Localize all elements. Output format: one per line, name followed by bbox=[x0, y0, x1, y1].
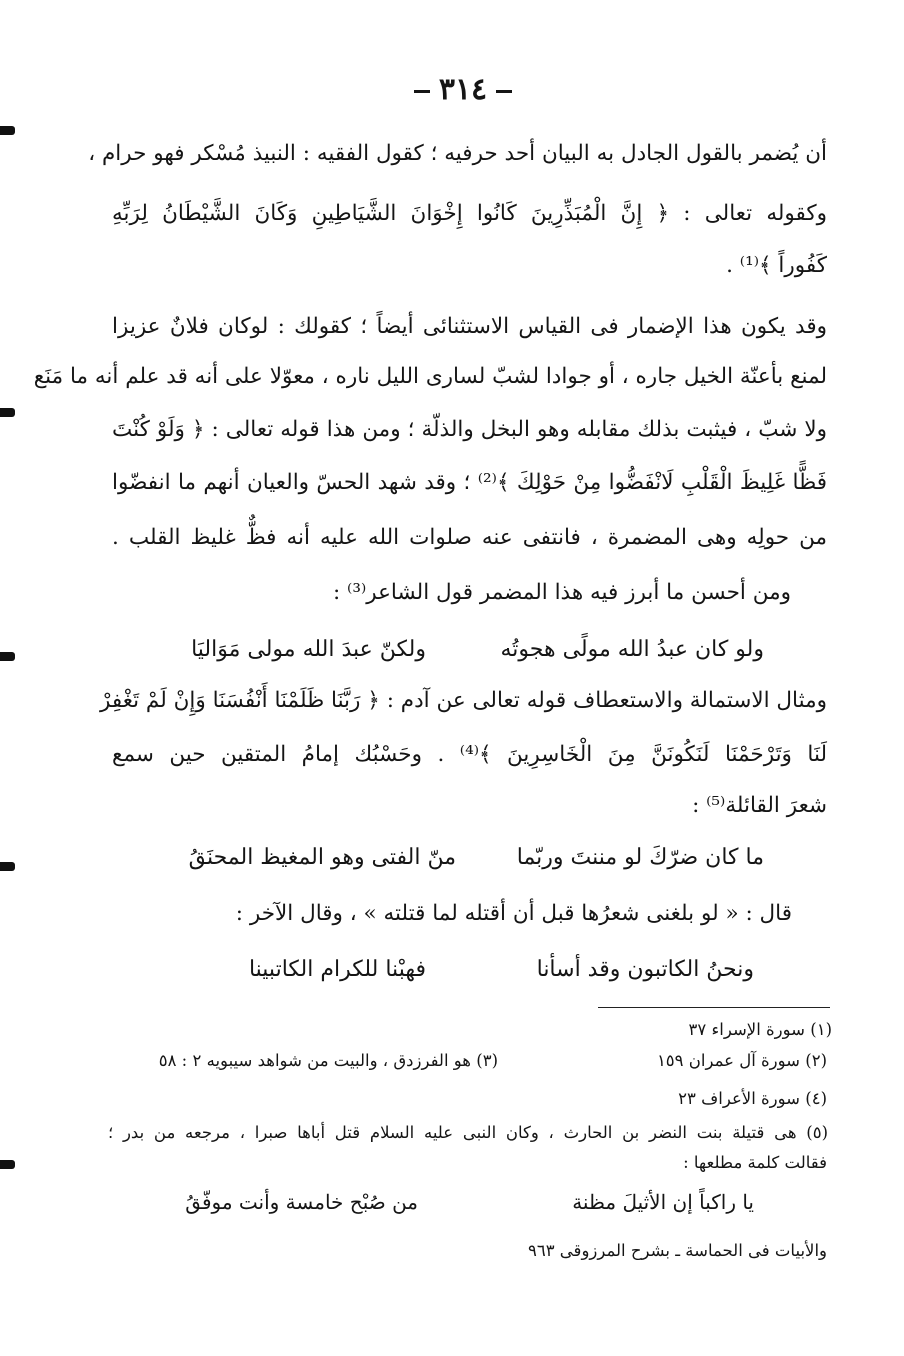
verse-first-hemistich: ونحنُ الكاتبون وقد أسأنا bbox=[536, 957, 754, 982]
verse-second-hemistich: منّ الفتى وهو المغيظ المحنَقُ bbox=[188, 845, 456, 870]
body-line: من حولِه وهى المضمرة ، فانتفى عنه صلوات الله عليه أنه فظٌّ غليظ القلب . bbox=[112, 525, 827, 550]
footnote: فقالت كلمة مطلعها : bbox=[683, 1153, 827, 1172]
body-line: لمنع بأعنّة الخيل جاره ، أو جوادا لشبّ لسارى الليل ناره ، معوّلا على أنه قد علم أنه ما مَنَع bbox=[33, 364, 827, 389]
body-line-quran: ومثال الاستمالة والاستعطاف قوله تعالى عن آدم : ﴿ رَبَّنَا ظَلَمْنَا أَنْفُسَنَا وَإِنْ لَمْ تَغْفِرْ bbox=[100, 688, 827, 713]
page-number: ٣١٤ bbox=[404, 72, 522, 108]
body-line: أن يُضمر بالقول الجادل به البيان أحد حرفيه ؛ كقول الفقيه : النبيذ مُسْكر فهو حرام ، bbox=[88, 141, 827, 166]
body-line: قال : « لو بلغنى شعرُها قبل أن أقتله لما قتلته » ، وقال الآخر : bbox=[235, 901, 792, 926]
verse-first-hemistich: ولو كان عبدُ الله مولًى هجوتُه bbox=[500, 637, 764, 662]
body-line: ولا شبّ ، فيثبت بذلك مقابله وهو البخل والذلّة ؛ ومن هذا قوله تعالى : ﴿ وَلَوْ كُنْتَ bbox=[112, 417, 827, 442]
verse-second-hemistich: فهبْنا للكرام الكاتبينا bbox=[248, 957, 426, 982]
footnote-verse bbox=[0, 1184, 904, 1224]
body-line: وقد يكون هذا الإضمار فى القياس الاستثنائى أيضاً ؛ كقولك : لوكان فلانٌ عزيزا bbox=[112, 314, 827, 339]
footnote: (٣) هو الفرزدق ، والبيت من شواهد سيبويه ٢ : ٥٨ bbox=[158, 1051, 498, 1070]
verse-first-hemistich: يا راكباً إن الأثيلَ مظنة bbox=[572, 1190, 754, 1214]
verse-second-hemistich: من صُبْح خامسة وأنت موفّقُ bbox=[185, 1190, 418, 1214]
verse-second-hemistich: ولكنّ عبدَ الله مولى مَوَاليَا bbox=[191, 637, 426, 662]
body-line-quran: لَنَا وَتَرْحَمْنَا لَنَكُونَنَّ مِنَ الْخَاسِرِينَ ﴾⁽⁴⁾ . وحَسْبُك إمامُ المتقين حين سمع bbox=[112, 742, 828, 767]
body-line-quran: فَظًّا غَلِيظَ الْقَلْبِ لَانْفَضُّوا مِنْ حَوْلِكَ ﴾⁽²⁾ ؛ وقد شهد الحسّ والعيان أنهم ما انفضّوا bbox=[112, 470, 827, 495]
poetry-verse bbox=[0, 950, 904, 992]
footnote: (١) سورة الإسراء ٣٧ bbox=[688, 1020, 832, 1039]
scan-edge-mark bbox=[0, 126, 15, 135]
body-line: ومن أحسن ما أبرز فيه هذا المضمر قول الشاعر⁽³⁾ : bbox=[332, 580, 791, 605]
body-line: شعرَ القائلة⁽⁵⁾ : bbox=[692, 793, 827, 818]
footnote: والأبيات فى الحماسة ـ بشرح المرزوقى ٩٦٣ bbox=[527, 1241, 827, 1260]
footnote: (٤) سورة الأعراف ٢٣ bbox=[678, 1089, 827, 1108]
poetry-verse bbox=[0, 838, 904, 880]
body-line-quran: وكقوله تعالى : ﴿ إِنَّ الْمُبَذِّرِينَ كَانُوا إِخْوَانَ الشَّيَاطِينِ وَكَانَ الشَّيْطَانُ لِرَبِّهِ bbox=[112, 201, 827, 226]
footnote: (٢) سورة آل عمران ١٥٩ bbox=[656, 1051, 827, 1070]
scan-edge-mark bbox=[0, 1160, 15, 1169]
footnote-separator bbox=[598, 1007, 830, 1008]
scan-edge-mark bbox=[0, 408, 15, 417]
body-line-quran: كَفُوراً ﴾⁽¹⁾ . bbox=[726, 253, 827, 278]
footnote: (٥) هى قتيلة بنت النضر بن الحارث ، وكان النبى عليه السلام قتل أباها صبرا ، مرجعه من بدر ؛ bbox=[108, 1123, 828, 1142]
verse-first-hemistich: ما كان ضرّكَ لو مننتَ وربّما bbox=[516, 845, 764, 870]
poetry-verse bbox=[0, 630, 904, 672]
